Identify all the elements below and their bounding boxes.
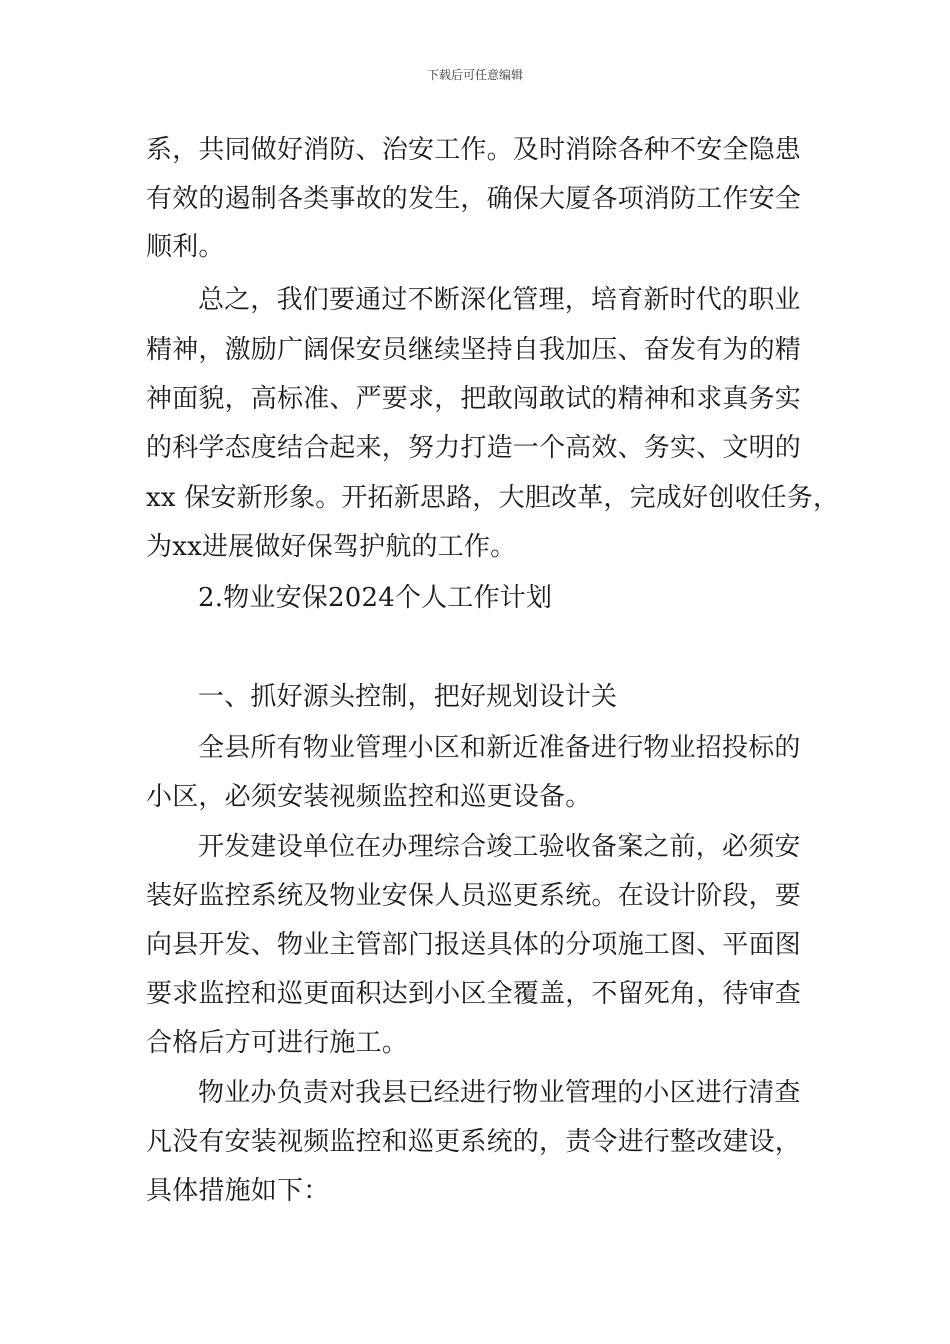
body-line: 总之，我们要通过不断深化管理，培育新时代的职业	[198, 285, 801, 315]
section-heading: 2.物业安保2024个人工作计划	[198, 583, 553, 613]
body-line: 合格后方可进行施工。	[146, 1028, 409, 1058]
body-line: 要求监控和巡更面积达到小区全覆盖，不留死角，待审查	[146, 979, 802, 1009]
body-line: 精神，激励广阔保安员继续坚持自我加压、奋发有为的精	[146, 335, 802, 365]
body-line: 有效的遏制各类事故的发生，确保大厦各项消防工作安全	[146, 184, 802, 214]
subsection-heading: 一、抓好源头控制，把好规划设计关	[198, 682, 618, 712]
body-line: 的科学态度结合起来，努力打造一个高效、务实、文明的	[146, 433, 802, 463]
body-line: 物业办负责对我县已经进行物业管理的小区进行清查	[198, 1078, 801, 1108]
body-line: 开发建设单位在办理综合竣工验收备案之前，必须安	[198, 832, 801, 862]
body-line: 凡没有安装视频监控和巡更系统的，责令进行整改建设，	[146, 1127, 802, 1157]
body-line: 向县开发、物业主管部门报送具体的分项施工图、平面图	[146, 930, 802, 960]
body-line: 顺利。	[146, 232, 225, 262]
body-line: 神面貌，高标准、严要求，把敢闯敢试的精神和求真务实	[146, 384, 802, 414]
body-line: 系，共同做好消防、治安工作。及时消除各种不安全隐患	[146, 135, 802, 165]
body-line: 具体措施如下：	[146, 1176, 330, 1206]
body-line: 小区，必须安装视频监控和巡更设备。	[146, 782, 592, 812]
body-line: 全县所有物业管理小区和新近准备进行物业招投标的	[198, 733, 801, 763]
body-line: 为xx进展做好保驾护航的工作。	[146, 532, 517, 562]
body-line: xx 保安新形象。开拓新思路，大胆改革，完成好创收任务，	[146, 483, 840, 513]
body-line: 装好监控系统及物业安保人员巡更系统。在设计阶段，要	[146, 881, 802, 911]
header-note: 下载后可任意编辑	[426, 68, 523, 82]
